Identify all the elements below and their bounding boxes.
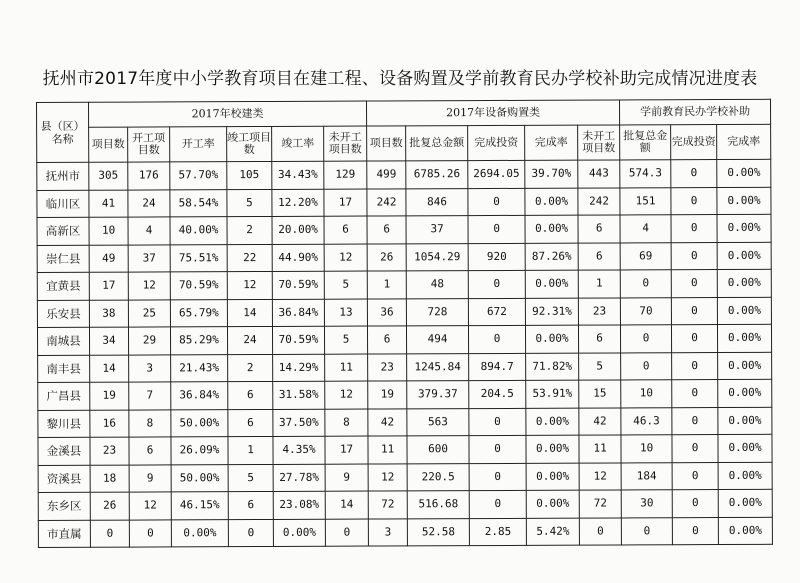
table-row [37,269,771,300]
table-cell: 0.00% [718,434,772,462]
table-row [38,462,772,493]
table-cell: 24 [227,326,272,354]
table-cell: 920 [468,243,525,271]
county-name-cell: 乐安县 [37,300,89,328]
table-cell: 39.70% [525,160,578,188]
table-cell: 65.79% [170,299,227,327]
table-cell: 1 [578,270,620,298]
table-cell: 728 [406,298,468,326]
table-cell: 72 [368,491,407,519]
table-cell: 11 [368,436,407,464]
table-cell: 41 [89,190,128,218]
table-cell: 11 [325,354,368,382]
table-cell: 53.91% [526,380,579,408]
col-header: 未开工项目数 [324,126,367,161]
table-cell: 0 [468,188,525,216]
table-cell: 0 [672,407,718,435]
table-cell: 48 [406,271,468,299]
table-cell: 12 [368,463,407,491]
table-cell: 0.00% [717,269,771,297]
table-cell: 57.70% [170,162,227,190]
county-name-cell: 抚州市 [37,162,89,190]
table-cell: 574.3 [620,160,671,188]
table-cell: 0 [672,490,718,518]
table-cell: 176 [128,162,170,190]
table-cell: 0 [672,325,718,353]
table-cell: 6 [578,242,620,270]
table-cell: 6 [228,381,273,409]
table-cell: 5 [324,326,367,354]
col-header: 未开工项目数 [578,125,620,160]
table-cell: 12 [128,272,170,300]
table-cell: 38 [89,300,128,328]
table-cell: 151 [620,187,671,215]
table-cell: 105 [227,161,272,189]
table-cell: 894.7 [469,353,526,381]
table-cell: 11 [579,435,621,463]
table-cell: 17 [325,436,368,464]
table-cell: 70.59% [272,326,324,354]
table-cell: 0 [672,517,718,545]
table-cell: 9 [325,464,368,492]
table-cell: 31.58% [273,381,325,409]
group-header-preschool: 学前教育民办学校补助 [620,99,771,125]
table-cell: 24 [128,189,170,217]
table-cell: 0.00% [525,188,578,216]
table-cell: 46.3 [621,407,672,435]
table-cell: 6785.26 [406,161,468,189]
table-cell: 1245.84 [407,353,469,381]
table-cell: 0 [469,325,526,353]
table-cell: 4 [620,215,671,243]
table-cell: 85.29% [170,327,227,355]
table-cell: 0.00% [718,517,772,545]
table-cell: 0 [671,297,717,325]
table-cell: 129 [324,161,367,189]
table-cell: 22 [227,244,272,272]
table-cell: 6 [228,409,273,437]
col-header: 项目数 [367,126,406,161]
table-cell: 42 [368,408,407,436]
table-cell: 44.90% [272,244,324,272]
header-column-row [37,124,771,162]
table-cell: 12.20% [272,189,324,217]
col-header: 竣工率 [272,126,324,161]
col-header: 项目数 [89,127,128,162]
table-cell: 10 [89,217,128,245]
table-cell: 0 [671,215,717,243]
table-cell: 0.00% [526,325,579,353]
table-cell: 26 [367,243,406,271]
page-title: 抚州市2017年度中小学教育项目在建工程、设备购置及学前教育民办学校补助完成情况进度表 [42,69,758,89]
table-cell: 4 [128,217,170,245]
table-cell: 0 [671,160,717,188]
progress-table [36,99,773,548]
table-row [37,324,771,355]
county-name-cell: 南城县 [37,327,89,355]
table-cell: 8 [129,409,171,437]
table-cell: 0 [129,519,171,547]
table-cell: 2694.05 [468,160,525,188]
table-cell: 30 [621,490,672,518]
table-cell: 12 [129,492,171,520]
table-cell: 0 [468,270,525,298]
table-cell: 3 [129,354,171,382]
table-cell: 5 [227,189,272,217]
table-cell: 0 [469,408,526,436]
table-cell: 0 [325,519,368,547]
table-cell: 600 [407,436,469,464]
table-cell: 23 [578,297,620,325]
group-header-equipment: 2017年设备购置类 [367,100,620,126]
table-cell: 46.15% [171,492,228,520]
table-cell: 50.00% [171,464,228,492]
county-name-cell: 东乡区 [38,492,90,520]
table-cell: 0 [228,519,273,547]
table-cell: 14 [227,299,272,327]
table-cell: 0.00% [526,408,579,436]
table-row [38,379,772,410]
table-row [37,242,771,273]
table-cell: 17 [89,272,128,300]
table-cell: 563 [407,408,469,436]
table-cell: 7 [129,382,171,410]
table-cell: 50.00% [171,409,228,437]
table-cell: 16 [90,410,129,438]
table-cell: 204.5 [469,380,526,408]
table-cell: 6 [368,326,407,354]
table-cell: 29 [128,327,170,355]
table-cell: 14.29% [273,354,325,382]
county-name-cell: 金溪县 [38,437,90,465]
table-cell: 0.00% [717,187,771,215]
table-cell: 0 [672,380,718,408]
table-cell: 516.68 [407,491,469,519]
table-cell: 17 [324,189,367,217]
table-cell: 52.58 [407,518,469,546]
table-cell: 3 [368,518,407,546]
col-header: 竣工项目数 [227,126,272,161]
table-cell: 499 [367,161,406,189]
table-row [38,407,772,438]
table-cell: 58.54% [170,189,227,217]
table-cell: 0 [671,187,717,215]
table-cell: 92.31% [525,298,578,326]
table-cell: 0 [671,270,717,298]
county-name-cell: 临川区 [37,190,89,218]
table-cell: 1054.29 [406,243,468,271]
table-cell: 15 [579,380,621,408]
table-cell: 70 [620,297,671,325]
table-cell: 0 [621,517,672,545]
table-cell: 0 [672,352,718,380]
table-cell: 36.84% [171,382,228,410]
table-cell: 0.00% [718,324,772,352]
table-cell: 23 [368,353,407,381]
table-cell: 2.85 [469,518,526,546]
table-cell: 42 [579,407,621,435]
table-row [38,489,772,520]
table-cell: 0.00% [717,242,771,270]
table-row [37,187,771,218]
table-cell: 6 [578,215,620,243]
county-name-cell: 宜黄县 [37,272,89,300]
table-cell: 5 [324,271,367,299]
table-cell: 0.00% [171,519,228,547]
table-cell: 0.00% [526,463,579,491]
table-cell: 5.42% [526,518,579,546]
table-cell: 6 [579,325,621,353]
table-cell: 672 [468,298,525,326]
table-cell: 36 [367,298,406,326]
table-cell: 70.59% [272,271,324,299]
table-cell: 0 [90,520,129,548]
county-name-cell: 资溪县 [38,465,90,493]
table-cell: 305 [89,162,128,190]
table-cell: 70.59% [170,272,227,300]
col-header: 完成投资 [468,125,525,160]
county-name-cell: 黎川县 [38,410,90,438]
table-cell: 220.5 [407,463,469,491]
table-cell: 0 [621,325,672,353]
table-cell: 494 [407,326,469,354]
table-row [37,297,771,328]
table-cell: 37 [128,244,170,272]
table-cell: 0 [579,517,621,545]
col-header: 批复总金额 [406,126,468,161]
table-cell: 71.82% [526,353,579,381]
table-cell: 0.00% [526,435,579,463]
table-cell: 40.00% [170,217,227,245]
table-cell: 12 [579,462,621,490]
table-cell: 6 [129,437,171,465]
table-cell: 87.26% [525,243,578,271]
table-cell: 69 [620,242,671,270]
corner-header: 县（区）名称 [37,102,89,162]
table-cell: 6 [228,491,273,519]
table-cell: 10 [621,380,672,408]
col-header: 批复总金额 [620,125,671,160]
table-cell: 14 [325,491,368,519]
table-cell: 37 [406,216,468,244]
table-row [37,214,771,245]
table-cell: 0.00% [718,462,772,490]
table-cell: 242 [578,187,620,215]
group-header-school: 2017年校建类 [89,101,367,127]
table-cell: 21.43% [171,354,228,382]
table-row [38,434,772,465]
table-cell: 0.00% [717,214,771,242]
table-cell: 0.00% [718,407,772,435]
table-cell: 0 [621,352,672,380]
table-cell: 12 [227,271,272,299]
table-cell: 14 [90,355,129,383]
county-name-cell: 高新区 [37,217,89,245]
table-cell: 846 [406,188,468,216]
table-cell: 0.00% [273,519,325,547]
county-name-cell: 广昌县 [38,382,90,410]
table-cell: 23.08% [273,491,325,519]
table-cell: 13 [324,299,367,327]
table-cell: 0 [469,435,526,463]
table-cell: 37.50% [273,409,325,437]
col-header: 完成率 [525,125,578,160]
table-cell: 34 [89,327,128,355]
table-cell: 0.00% [718,489,772,517]
table-cell: 19 [368,381,407,409]
table-cell: 0 [672,435,718,463]
table-cell: 5 [579,352,621,380]
table-cell: 0.00% [526,490,579,518]
col-header: 完成投资 [671,125,717,160]
table-cell: 34.43% [272,161,324,189]
table-cell: 10 [621,435,672,463]
county-name-cell: 崇仁县 [37,245,89,273]
table-cell: 27.78% [273,464,325,492]
table-cell: 0.00% [525,270,578,298]
table-cell: 5 [228,464,273,492]
table-cell: 184 [621,462,672,490]
header-group-row [37,99,771,127]
table-cell: 19 [90,382,129,410]
table-cell: 0 [620,270,671,298]
table-row [37,159,771,190]
table-cell: 2 [227,216,272,244]
table-cell: 0.00% [717,297,771,325]
table-cell: 25 [128,299,170,327]
table-cell: 49 [89,245,128,273]
table-cell: 4.35% [273,436,325,464]
table-cell: 2 [228,354,273,382]
table-cell: 443 [578,160,620,188]
col-header: 开工项目数 [128,127,170,162]
table-cell: 20.00% [272,216,324,244]
table-cell: 72 [579,490,621,518]
table-cell: 36.84% [272,299,324,327]
county-name-cell: 市直属 [38,520,90,548]
table-cell: 0 [469,463,526,491]
table-cell: 6 [367,216,406,244]
table-cell: 12 [325,381,368,409]
county-name-cell: 南丰县 [38,355,90,383]
table-cell: 0.00% [718,352,772,380]
table-cell: 8 [325,409,368,437]
table-cell: 18 [90,465,129,493]
table-cell: 26.09% [171,437,228,465]
table-cell: 0.00% [718,379,772,407]
table-cell: 379.37 [407,381,469,409]
table-cell: 0 [468,215,525,243]
table-cell: 9 [129,464,171,492]
table-cell: 0 [469,490,526,518]
table-cell: 1 [367,271,406,299]
table-row [38,517,772,548]
table-cell: 12 [324,244,367,272]
table-cell: 0 [672,462,718,490]
table-cell: 6 [324,216,367,244]
table-cell: 0 [671,242,717,270]
col-header: 开工率 [170,127,227,162]
table-cell: 75.51% [170,244,227,272]
table-cell: 1 [228,436,273,464]
table-cell: 26 [90,492,129,520]
col-header: 完成率 [717,124,771,159]
table-cell: 0.00% [525,215,578,243]
table-cell: 242 [367,188,406,216]
table-body [37,159,773,547]
table-row [38,352,772,383]
table-cell: 23 [90,437,129,465]
table-cell: 0.00% [717,159,771,187]
